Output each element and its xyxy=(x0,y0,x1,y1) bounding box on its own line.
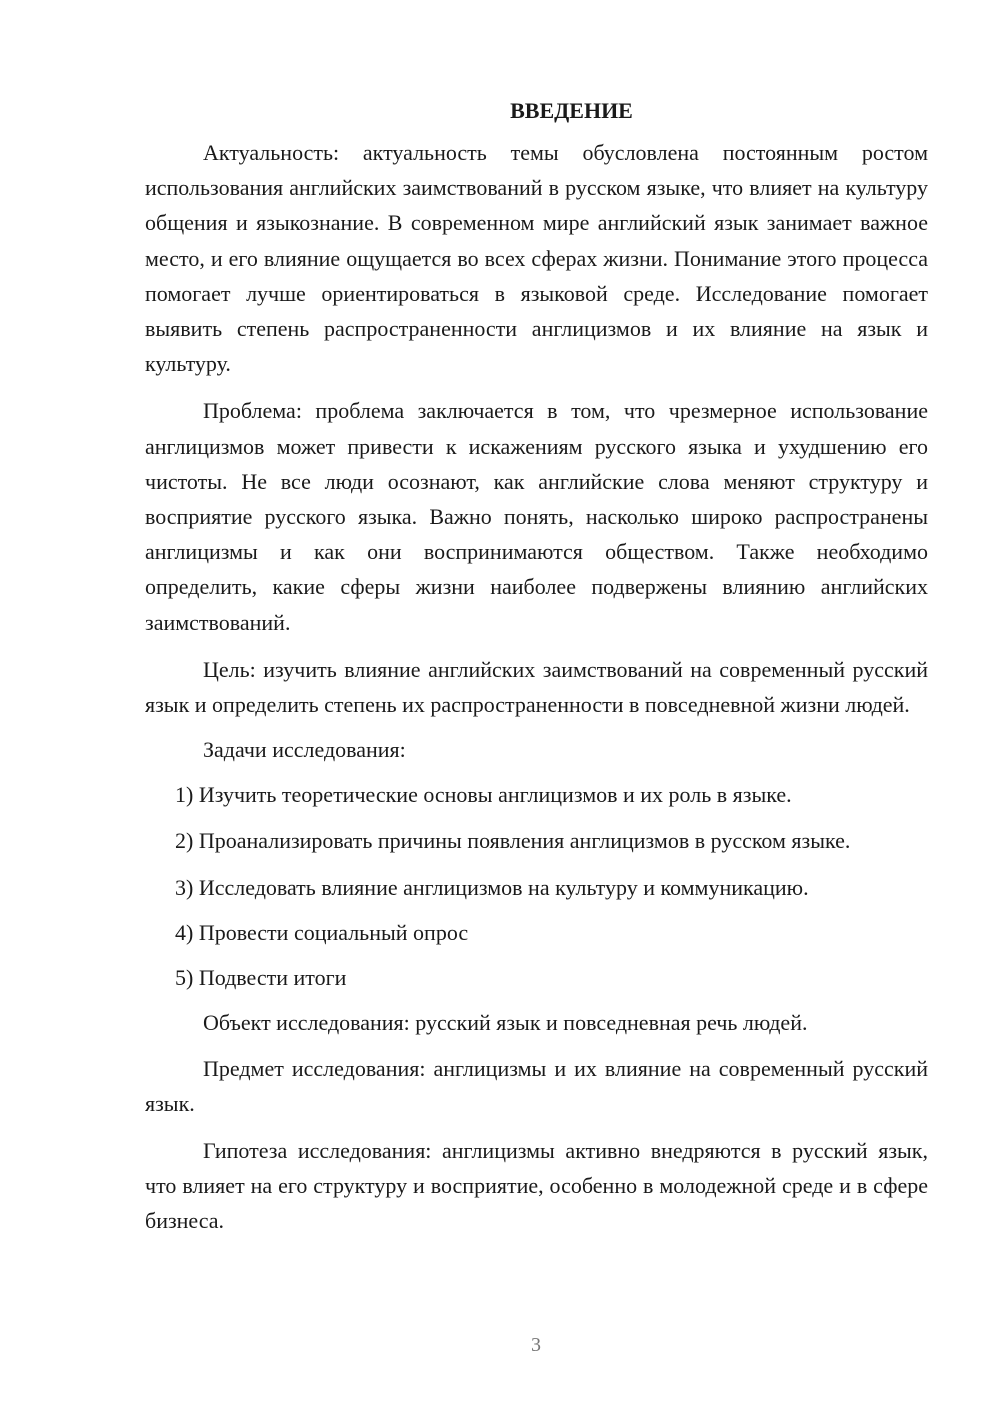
task-item: 2) Проанализировать причины появления англицизмов в русском языке. xyxy=(175,827,851,853)
goal-paragraph: Цель: изучить влияние английских заимствований на современный русский язык и определить степень их распространенности в повседневной жизни людей. xyxy=(145,656,928,718)
task-item: 3) Исследовать влияние англицизмов на культуру и коммуникацию. xyxy=(175,874,809,900)
task-item: 1) Изучить теоретические основы англицизмов и их роль в языке. xyxy=(175,782,792,808)
page-number: 3 xyxy=(531,1334,541,1356)
relevance-paragraph: Актуальность: актуальность темы обусловлена постоянным ростом использования английских заимствований в русском языке, что влияет на культуру общения и языкознание. В современном мире английский язык занимает важное место, и его влияние ощущается во всех сферах жизни. Понимание этого процесса помогает лучше ориентироваться в языковой среде. Исследование помогает выявить степень распространенности англицизмов и их влияние на язык и культуру. xyxy=(145,140,928,377)
subject-paragraph: Предмет исследования: англицизмы и их влияние на современный русский язык. xyxy=(145,1055,928,1116)
problem-paragraph: Проблема: проблема заключается в том, что чрезмерное использование англицизмов может привести к искажениям русского языка и ухудшению его чистоты. Не все люди осознают, как английские слова меняют структуру и восприятие русского языка. Важно понять, насколько широко распространены англицизмы и как они воспринимаются обществом. Также необходимо определить, какие сферы жизни наиболее подвержены влиянию английских заимствований. xyxy=(145,398,928,635)
task-item: 4) Провести социальный опрос xyxy=(175,920,469,946)
tasks-heading: Задачи исследования: xyxy=(203,737,406,763)
object-paragraph: Объект исследования: русский язык и повседневная речь людей. xyxy=(203,1010,808,1036)
page-content xyxy=(145,97,928,1239)
hypothesis-paragraph: Гипотеза исследования: англицизмы активно внедряются в русский язык, что влияет на его структуру и восприятие, особенно в молодежной среде и в сфере бизнеса. xyxy=(145,1138,928,1234)
task-item: 5) Подвести итоги xyxy=(175,965,347,991)
section-title: ВВЕДЕНИЕ xyxy=(510,98,633,123)
